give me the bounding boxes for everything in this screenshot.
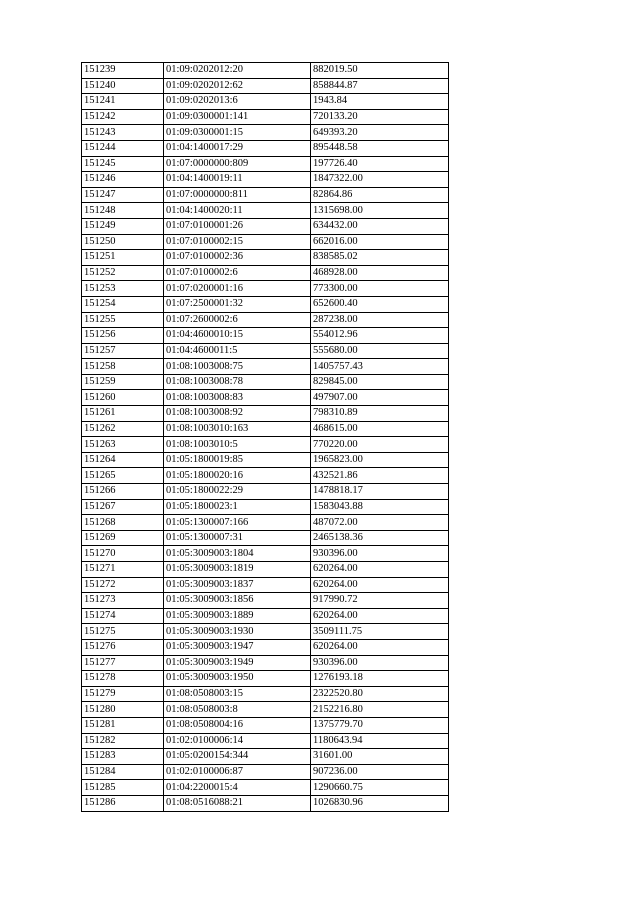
cadastral-number-cell: 01:07:0100002:36 — [164, 250, 311, 266]
cadastral-number-cell: 01:05:3009003:1889 — [164, 608, 311, 624]
row-number-cell: 151263 — [82, 437, 164, 453]
value-cell: 287238.00 — [311, 312, 449, 328]
table-row — [82, 546, 449, 562]
value-cell: 773300.00 — [311, 281, 449, 297]
row-number-cell: 151283 — [82, 749, 164, 765]
cadastral-number-cell: 01:08:0508003:8 — [164, 702, 311, 718]
cadastral-number-cell: 01:05:3009003:1950 — [164, 671, 311, 687]
table-row — [82, 125, 449, 141]
cadastral-number-cell: 01:05:1800023:1 — [164, 499, 311, 515]
value-cell: 432521.86 — [311, 468, 449, 484]
value-cell: 1583043.88 — [311, 499, 449, 515]
cadastral-number-cell: 01:04:4600011:5 — [164, 343, 311, 359]
value-cell: 720133.20 — [311, 109, 449, 125]
cadastral-number-cell: 01:09:0202012:20 — [164, 63, 311, 79]
table-row — [82, 94, 449, 110]
row-number-cell: 151281 — [82, 717, 164, 733]
row-number-cell: 151259 — [82, 374, 164, 390]
value-cell: 2465138.36 — [311, 530, 449, 546]
row-number-cell: 151244 — [82, 140, 164, 156]
row-number-cell: 151271 — [82, 562, 164, 578]
cadastral-number-cell: 01:08:1003008:83 — [164, 390, 311, 406]
table-row — [82, 795, 449, 811]
cadastral-number-cell: 01:08:0516088:21 — [164, 795, 311, 811]
cadastral-number-cell: 01:07:0200001:16 — [164, 281, 311, 297]
table-row — [82, 608, 449, 624]
table-row — [82, 218, 449, 234]
value-cell: 882019.50 — [311, 63, 449, 79]
value-cell: 649393.20 — [311, 125, 449, 141]
table-row — [82, 562, 449, 578]
table-row — [82, 686, 449, 702]
table-row — [82, 733, 449, 749]
value-cell: 907236.00 — [311, 764, 449, 780]
value-cell: 620264.00 — [311, 639, 449, 655]
table-row — [82, 515, 449, 531]
row-number-cell: 151243 — [82, 125, 164, 141]
value-cell: 497907.00 — [311, 390, 449, 406]
value-cell: 895448.58 — [311, 140, 449, 156]
row-number-cell: 151246 — [82, 172, 164, 188]
row-number-cell: 151282 — [82, 733, 164, 749]
cadastral-number-cell: 01:05:1300007:166 — [164, 515, 311, 531]
row-number-cell: 151261 — [82, 406, 164, 422]
cadastral-number-cell: 01:05:0200154:344 — [164, 749, 311, 765]
cadastral-number-cell: 01:05:3009003:1949 — [164, 655, 311, 671]
data-table — [81, 62, 449, 812]
value-cell: 1965823.00 — [311, 452, 449, 468]
cadastral-number-cell: 01:05:3009003:1819 — [164, 562, 311, 578]
value-cell: 620264.00 — [311, 608, 449, 624]
row-number-cell: 151252 — [82, 265, 164, 281]
row-number-cell: 151279 — [82, 686, 164, 702]
row-number-cell: 151254 — [82, 296, 164, 312]
cadastral-number-cell: 01:05:3009003:1804 — [164, 546, 311, 562]
value-cell: 634432.00 — [311, 218, 449, 234]
row-number-cell: 151250 — [82, 234, 164, 250]
cadastral-number-cell: 01:08:1003010:5 — [164, 437, 311, 453]
row-number-cell: 151275 — [82, 624, 164, 640]
cadastral-number-cell: 01:04:1400020:11 — [164, 203, 311, 219]
table-row — [82, 452, 449, 468]
row-number-cell: 151245 — [82, 156, 164, 172]
value-cell: 554012.96 — [311, 328, 449, 344]
value-cell: 798310.89 — [311, 406, 449, 422]
row-number-cell: 151258 — [82, 359, 164, 375]
cadastral-number-cell: 01:08:0508003:15 — [164, 686, 311, 702]
value-cell: 917990.72 — [311, 593, 449, 609]
row-number-cell: 151267 — [82, 499, 164, 515]
table-row — [82, 484, 449, 500]
row-number-cell: 151277 — [82, 655, 164, 671]
cadastral-number-cell: 01:07:0000000:811 — [164, 187, 311, 203]
cadastral-number-cell: 01:07:0000000:809 — [164, 156, 311, 172]
cadastral-number-cell: 01:07:2500001:32 — [164, 296, 311, 312]
value-cell: 468615.00 — [311, 421, 449, 437]
table-row — [82, 343, 449, 359]
row-number-cell: 151242 — [82, 109, 164, 125]
cadastral-number-cell: 01:05:3009003:1930 — [164, 624, 311, 640]
value-cell: 1180643.94 — [311, 733, 449, 749]
row-number-cell: 151239 — [82, 63, 164, 79]
value-cell: 620264.00 — [311, 562, 449, 578]
table-row — [82, 359, 449, 375]
cadastral-number-cell: 01:08:1003008:75 — [164, 359, 311, 375]
value-cell: 838585.02 — [311, 250, 449, 266]
value-cell: 1315698.00 — [311, 203, 449, 219]
row-number-cell: 151273 — [82, 593, 164, 609]
table-row — [82, 281, 449, 297]
cadastral-number-cell: 01:08:0508004:16 — [164, 717, 311, 733]
table-row — [82, 374, 449, 390]
value-cell: 858844.87 — [311, 78, 449, 94]
row-number-cell: 151255 — [82, 312, 164, 328]
row-number-cell: 151249 — [82, 218, 164, 234]
value-cell: 1405757.43 — [311, 359, 449, 375]
cadastral-number-cell: 01:04:1400019:11 — [164, 172, 311, 188]
row-number-cell: 151284 — [82, 764, 164, 780]
row-number-cell: 151285 — [82, 780, 164, 796]
table-row — [82, 655, 449, 671]
table-row — [82, 499, 449, 515]
cadastral-number-cell: 01:08:1003010:163 — [164, 421, 311, 437]
value-cell: 1026830.96 — [311, 795, 449, 811]
cadastral-number-cell: 01:08:1003008:78 — [164, 374, 311, 390]
table-row — [82, 593, 449, 609]
cadastral-number-cell: 01:04:4600010:15 — [164, 328, 311, 344]
row-number-cell: 151276 — [82, 639, 164, 655]
value-cell: 1847322.00 — [311, 172, 449, 188]
table-row — [82, 203, 449, 219]
row-number-cell: 151248 — [82, 203, 164, 219]
value-cell: 31601.00 — [311, 749, 449, 765]
cadastral-number-cell: 01:05:1800019:85 — [164, 452, 311, 468]
cadastral-number-cell: 01:09:0300001:141 — [164, 109, 311, 125]
cadastral-number-cell: 01:05:1800022:29 — [164, 484, 311, 500]
row-number-cell: 151266 — [82, 484, 164, 500]
value-cell: 829845.00 — [311, 374, 449, 390]
row-number-cell: 151272 — [82, 577, 164, 593]
row-number-cell: 151274 — [82, 608, 164, 624]
cadastral-number-cell: 01:09:0300001:15 — [164, 125, 311, 141]
value-cell: 1375779.70 — [311, 717, 449, 733]
table-row — [82, 234, 449, 250]
row-number-cell: 151270 — [82, 546, 164, 562]
table-row — [82, 468, 449, 484]
table-row — [82, 577, 449, 593]
table-row — [82, 328, 449, 344]
value-cell: 2152216.80 — [311, 702, 449, 718]
value-cell: 662016.00 — [311, 234, 449, 250]
cadastral-number-cell: 01:09:0202012:62 — [164, 78, 311, 94]
value-cell: 487072.00 — [311, 515, 449, 531]
cadastral-number-cell: 01:07:2600002:6 — [164, 312, 311, 328]
table-row — [82, 156, 449, 172]
value-cell: 1943.84 — [311, 94, 449, 110]
table-row — [82, 78, 449, 94]
value-cell: 3509111.75 — [311, 624, 449, 640]
value-cell: 82864.86 — [311, 187, 449, 203]
cadastral-number-cell: 01:05:3009003:1856 — [164, 593, 311, 609]
row-number-cell: 151247 — [82, 187, 164, 203]
row-number-cell: 151265 — [82, 468, 164, 484]
value-cell: 620264.00 — [311, 577, 449, 593]
table-row — [82, 639, 449, 655]
row-number-cell: 151256 — [82, 328, 164, 344]
value-cell: 197726.40 — [311, 156, 449, 172]
row-number-cell: 151268 — [82, 515, 164, 531]
row-number-cell: 151240 — [82, 78, 164, 94]
value-cell: 930396.00 — [311, 546, 449, 562]
table-row — [82, 265, 449, 281]
cadastral-number-cell: 01:07:0100002:6 — [164, 265, 311, 281]
table-row — [82, 140, 449, 156]
table-row — [82, 312, 449, 328]
cadastral-number-cell: 01:02:0100006:87 — [164, 764, 311, 780]
value-cell: 2322520.80 — [311, 686, 449, 702]
row-number-cell: 151260 — [82, 390, 164, 406]
cadastral-number-cell: 01:05:1800020:16 — [164, 468, 311, 484]
row-number-cell: 151257 — [82, 343, 164, 359]
cadastral-number-cell: 01:04:1400017:29 — [164, 140, 311, 156]
value-cell: 930396.00 — [311, 655, 449, 671]
value-cell: 1478818.17 — [311, 484, 449, 500]
cadastral-number-cell: 01:04:2200015:4 — [164, 780, 311, 796]
table-row — [82, 172, 449, 188]
table-row — [82, 187, 449, 203]
row-number-cell: 151262 — [82, 421, 164, 437]
table-row — [82, 764, 449, 780]
table-row — [82, 296, 449, 312]
table-row — [82, 421, 449, 437]
table-row — [82, 109, 449, 125]
table-row — [82, 749, 449, 765]
row-number-cell: 151253 — [82, 281, 164, 297]
cadastral-number-cell: 01:05:3009003:1947 — [164, 639, 311, 655]
value-cell: 770220.00 — [311, 437, 449, 453]
row-number-cell: 151251 — [82, 250, 164, 266]
table-row — [82, 671, 449, 687]
value-cell: 652600.40 — [311, 296, 449, 312]
row-number-cell: 151269 — [82, 530, 164, 546]
table-row — [82, 530, 449, 546]
value-cell: 555680.00 — [311, 343, 449, 359]
value-cell: 1290660.75 — [311, 780, 449, 796]
row-number-cell: 151241 — [82, 94, 164, 110]
table-row — [82, 406, 449, 422]
table-row — [82, 63, 449, 79]
cadastral-number-cell: 01:09:0202013:6 — [164, 94, 311, 110]
table-row — [82, 717, 449, 733]
value-cell: 1276193.18 — [311, 671, 449, 687]
row-number-cell: 151264 — [82, 452, 164, 468]
row-number-cell: 151280 — [82, 702, 164, 718]
table-row — [82, 437, 449, 453]
row-number-cell: 151286 — [82, 795, 164, 811]
table-row — [82, 702, 449, 718]
cadastral-number-cell: 01:08:1003008:92 — [164, 406, 311, 422]
table-row — [82, 780, 449, 796]
table-row — [82, 390, 449, 406]
cadastral-number-cell: 01:02:0100006:14 — [164, 733, 311, 749]
cadastral-number-cell: 01:05:3009003:1837 — [164, 577, 311, 593]
cadastral-number-cell: 01:07:0100002:15 — [164, 234, 311, 250]
row-number-cell: 151278 — [82, 671, 164, 687]
cadastral-number-cell: 01:07:0100001:26 — [164, 218, 311, 234]
table-row — [82, 624, 449, 640]
table-body — [82, 63, 449, 812]
cadastral-number-cell: 01:05:1300007:31 — [164, 530, 311, 546]
value-cell: 468928.00 — [311, 265, 449, 281]
table-row — [82, 250, 449, 266]
